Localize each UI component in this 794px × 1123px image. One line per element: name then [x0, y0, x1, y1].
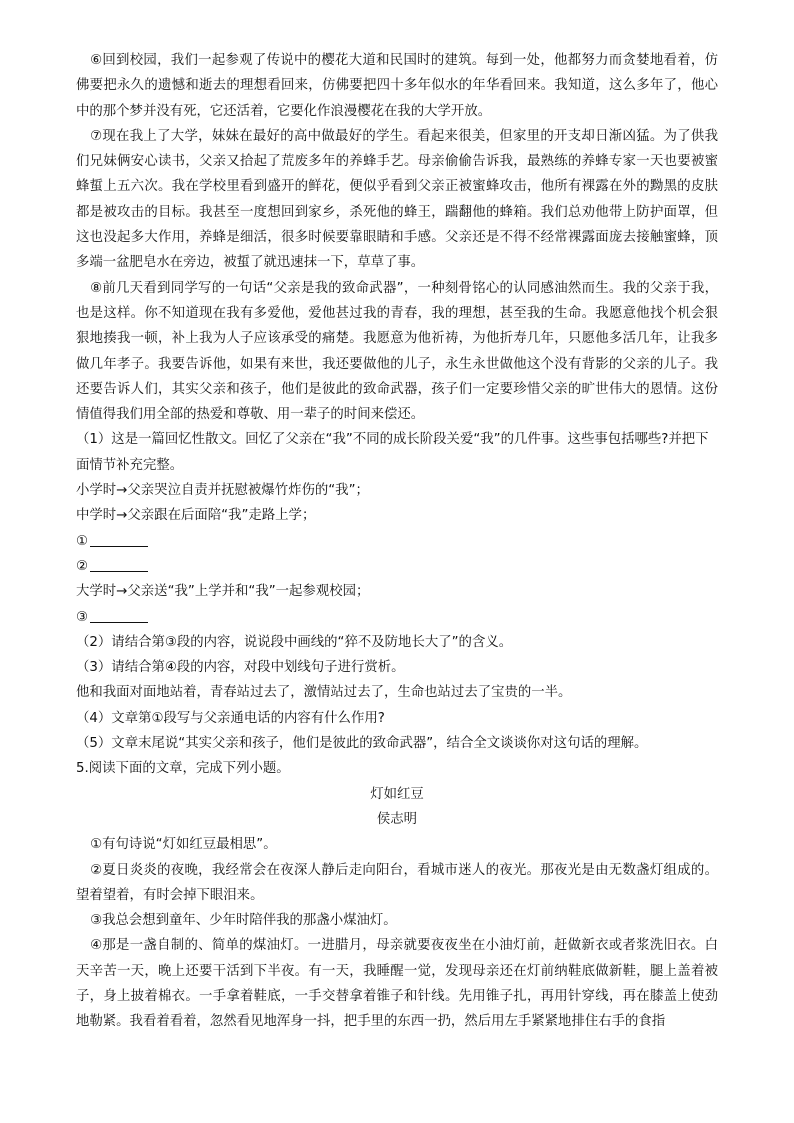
answer-blank-3[interactable] [76, 605, 718, 630]
answer-blank-2[interactable] [76, 554, 718, 579]
paragraph-6: ⑥回到校园，我们一起参观了传说中的樱花大道和民国时的建筑。每到一处，他都努力而贪婪地看着，仿佛要把永久的遗憾和逝去的理想看回来，仿佛要把四十多年似水的年华看回来。我知道，这么多年了，他心中的那个梦并没有死，它还活着，它要化作浪漫樱花在我的大学开放。 [76, 53, 718, 119]
blank-1-line [90, 532, 148, 547]
article-paragraph-1: ①有句诗说“灯如红豆最相思”。 [90, 837, 277, 853]
question-2: （2）请结合第③段的内容，说说段中画线的“猝不及防地长大了”的含义。 [76, 634, 513, 650]
blank-3-marker: ③ [76, 609, 89, 625]
question-1-line-primary: 小学时→父亲哭泣自责并抚慰被爆竹炸伤的“我”； [76, 483, 369, 499]
question-4: （4）文章第①段写与父亲通电话的内容有什么作用? [76, 710, 385, 726]
section-5-intro: 5.阅读下面的文章，完成下列小题。 [76, 761, 290, 777]
article-paragraph-3: ③我总会想到童年、少年时陪伴我的那盏小煤油灯。 [90, 913, 397, 929]
answer-blank-1[interactable] [76, 529, 718, 554]
article-paragraph-4: ④那是一盏自制的、简单的煤油灯。一进腊月，母亲就要夜夜坐在小油灯前，赶做新衣或者浆洗旧衣。白天辛苦一天，晚上还要干活到下半夜。有一天，我睡醒一觉，发现母亲还在灯前纳鞋底做新鞋，腿上盖着被子，身上披着棉衣。一手拿着鞋底，一手交替拿着锥子和针线。先用锥子扎，再用针穿线，再在膝盖上使劲地勒紧。我看着看着，忽然看见地浑身一抖，把手里的东西一扔，然后用左手紧紧地排住右手的食指 [76, 938, 718, 1030]
question-3-quote: 他和我面对面地站着，青春站过去了，激情站过去了，生命也站过去了宝贵的一半。 [76, 685, 572, 701]
blank-2-line [90, 557, 148, 572]
document-content [76, 48, 718, 1035]
article-title: 灯如红豆 [370, 786, 424, 802]
paragraph-8: ⑧前几天看到同学写的一句话“父亲是我的致命武器”，一种刻骨铭心的认同感油然而生。我的父亲于我，也是这样。你不知道现在我有多爱他，爱他甚过我的青春，我的理想，甚至我的生命。我愿意他找个机会狠狠地揍我一顿，补上我为人子应该承受的痛楚。我愿意为他祈祷，为他折寿几年，只愿他多活几年，让我多做几年孝子。我要告诉他，如果有来世，我还要做他的儿子，永生永世做他这个没有背影的父亲的儿子。我还要告诉人们，其实父亲和孩子，他们是彼此的致命武器，孩子们一定要珍惜父亲的旷世伟大的恩情。这份情值得我们用全部的热爱和尊敬、用一辈子的时间来偿还。 [76, 280, 718, 423]
question-3: （3）请结合第④段的内容，对段中划线句子进行赏析。 [76, 660, 405, 676]
blank-2-marker: ② [76, 558, 89, 574]
paragraph-7: ⑦现在我上了大学，妹妹在最好的高中做最好的学生。看起来很美，但家里的开支却日渐凶猛。为了供我们兄妹俩安心读书，父亲又拾起了荒废多年的养蜂手艺。母亲偷偷告诉我，最熟练的养蜂专家一天也要被蜜蜂蜇上五六次。我在学校里看到盛开的鲜花，便似乎看到父亲正被蜜蜂攻击，他所有裸露在外的黝黑的皮肤都是被攻击的目标。我甚至一度想回到家乡，杀死他的蜂王，踹翻他的蜂箱。我们总劝他带上防护面罩，但这也没起多大作用，养蜂是细活，很多时候要靠眼睛和手感。父亲还是不得不经常裸露面庞去接触蜜蜂，顶多端一盆肥皂水在旁边，被蜇了就迅速抹一下，草草了事。 [76, 128, 718, 271]
article-paragraph-2: ②夏日炎炎的夜晚，我经常会在夜深人静后走向阳台，看城市迷人的夜光。那夜光是由无数盏灯组成的。望着望着，有时会掉下眼泪来。 [76, 862, 718, 903]
question-1: （1）这是一篇回忆性散文。回忆了父亲在“我”不同的成长阶段关爱“我”的几件事。这些事包括哪些?并把下面情节补充完整。 [76, 432, 709, 473]
question-1-line-middle: 中学时→父亲跟在后面陪“我”走路上学； [76, 508, 316, 524]
blank-3-line [90, 608, 148, 623]
blank-1-marker: ① [76, 533, 89, 549]
article-author: 侯志明 [376, 811, 418, 827]
question-1-line-college: 大学时→父亲送“我”上学并和“我”一起参观校园； [76, 584, 370, 600]
question-5: （5）文章末尾说“其实父亲和孩子，他们是彼此的致命武器”，结合全文谈谈你对这句话的理解。 [76, 736, 648, 752]
